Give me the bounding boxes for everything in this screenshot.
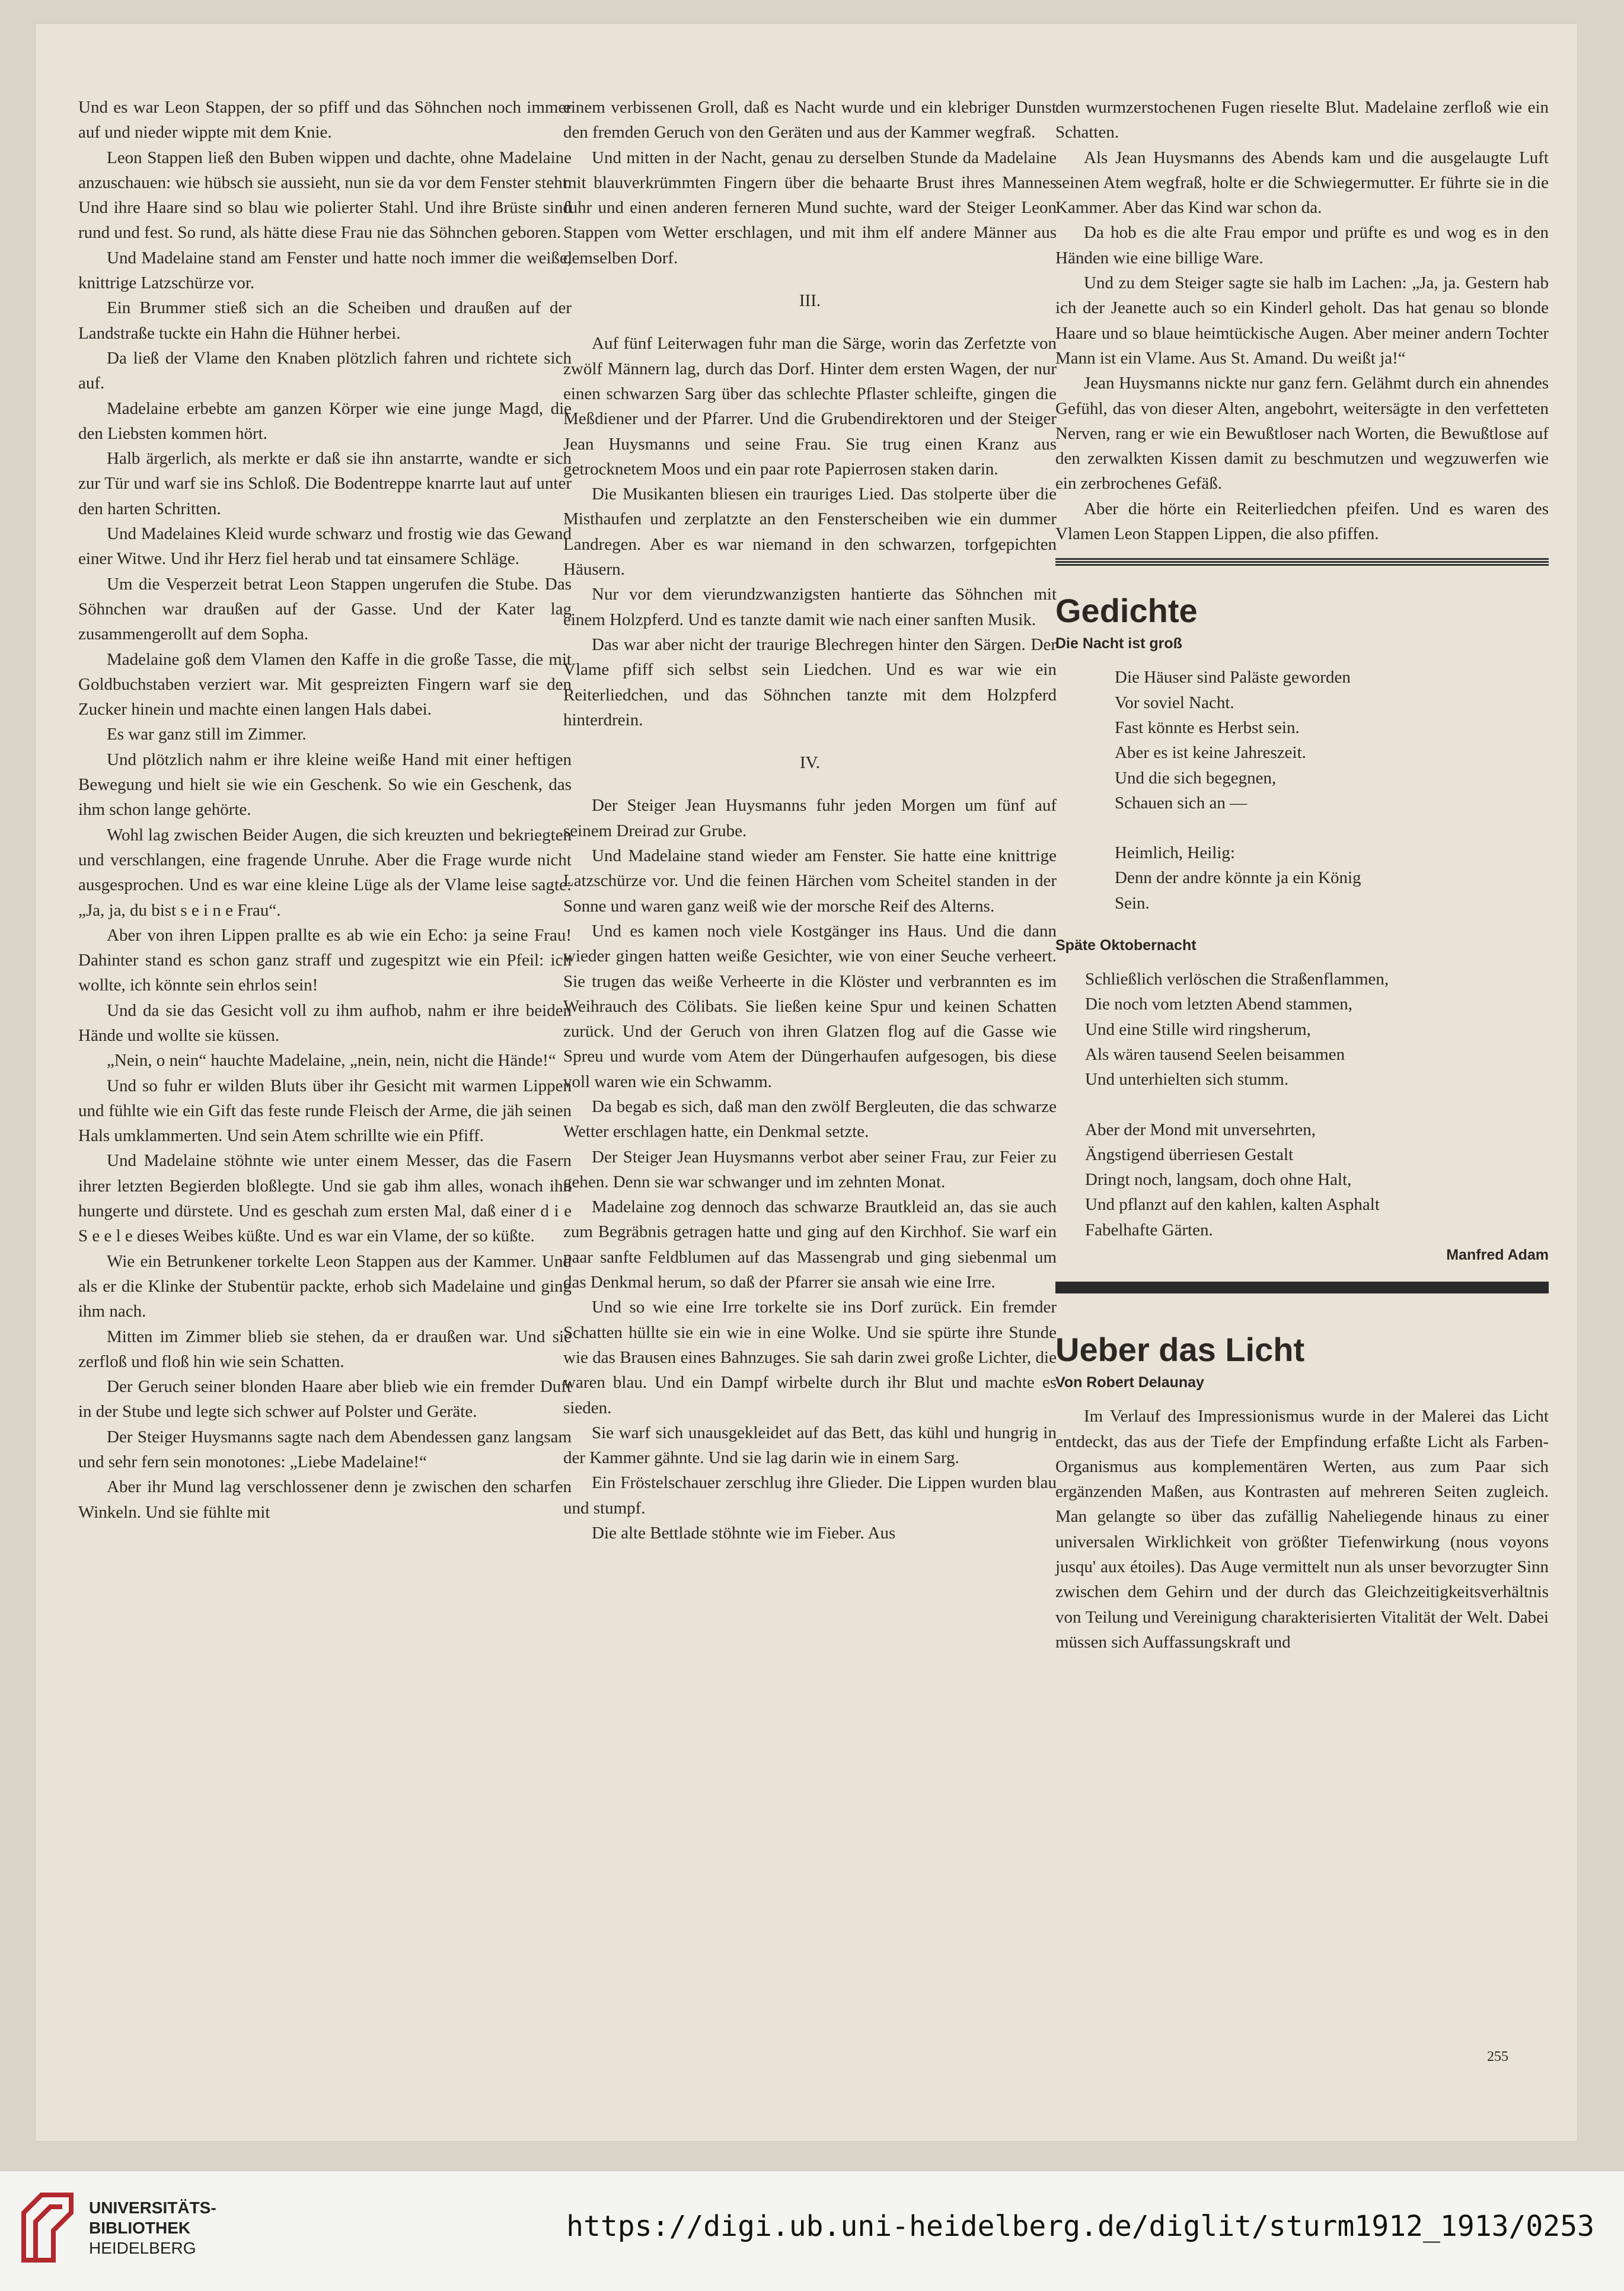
paragraph: Mitten im Zimmer blieb sie stehen, da er draußen war. Und sie zerfloß und floß hin wie sein Schatten. — [78, 1327, 572, 1371]
paragraph: Sie warf sich unausgekleidet auf das Bett, das kühl und hungrig in der Kammer gähnte. Und sie lag darin wie in einem Sarg. — [563, 1423, 1057, 1468]
poem-line: Und unterhielten sich stumm. — [1085, 1070, 1289, 1089]
paragraph: Madelaine erbebte am ganzen Körper wie eine junge Magd, die den Liebsten kommen hört. — [78, 399, 572, 443]
poem-line: Sein. — [1115, 893, 1150, 913]
poem-title: Die Nacht ist groß — [1055, 635, 1182, 652]
poem-line: Ängstigend überriesen Gestalt — [1085, 1145, 1294, 1164]
paragraph: Und zu dem Steiger sagte sie halb im Lachen: „Ja, ja. Gestern hab ich der Jeanette auch so ein Kinderl geholt. Das hat genau so blonde Haare und so blaue heimtückische Augen. Aber meiner andern Tochter Mann ist ein Vlame. Aus St. Amand. Du weißt ja!“ — [1055, 273, 1549, 368]
paragraph: einem verbissenen Groll, daß es Nacht wurde und ein klebriger Dunst den fremden Geruch von den Geräten und aus der Kammer wegfraß. — [563, 98, 1057, 142]
paragraph: Da ließ der Vlame den Knaben plötzlich fahren und richtete sich auf. — [78, 348, 572, 393]
paragraph: Und da sie das Gesicht voll zu ihm aufhob, nahm er ihre beiden Hände und wollte sie küssen. — [78, 1000, 572, 1045]
poem-line: Die noch vom letzten Abend stammen, — [1085, 995, 1353, 1014]
paragraph: Wohl lag zwischen Beider Augen, die sich kreuzten und bekriegten und verschlangen, eine fragende Unruhe. Aber die Frage wurde nicht ausgesprochen. Und es war eine kleine Lüge als der Vlame leise sagte: „Ja, ja, du bist s e i n e Frau“. — [78, 825, 572, 920]
paragraph: Und mitten in der Nacht, genau zu derselben Stunde da Madelaine mit blauverkrümmten Fingern über die behaarte Brust ihres Mannes fuhr und einen anderen ferneren Mund suchte, ward der Steiger Leon Stappen vom Wetter erschlagen, und mit ihm elf andere Männer aus demselben Dorf. — [563, 148, 1057, 267]
paragraph: Die alte Bettlade stöhnte wie im Fieber. Aus — [592, 1524, 896, 1543]
paragraph: Aber von ihren Lippen prallte es ab wie ein Echo: ja seine Frau! Dahinter stand es schon ganz straff und zugespitzt wie ein Pfeil: ich wollte, ich könnte sein ehrlos sein! — [78, 925, 572, 995]
paragraph: Madelaine zog dennoch das schwarze Brautkleid an, das sie auch zum Begräbnis getragen hatte und ging auf den Kirchhof. Sie warf ein paar sanfte Feldblumen auf das Massengrab und ging siebenmal um das Denkmal herum, so daß der Pfarrer sie ansah wie eine Irre. — [563, 1197, 1057, 1292]
text-column-2 — [563, 95, 1057, 1546]
poems-heading: Gedichte — [1055, 592, 1198, 630]
poem-line: Fabelhafte Gärten. — [1085, 1220, 1213, 1240]
viewer-footer — [0, 2171, 1624, 2291]
page-number: 255 — [1487, 2049, 1508, 2064]
journal-page — [36, 24, 1577, 2141]
poem-line: Aber es ist keine Jahreszeit. — [1115, 743, 1306, 763]
section-number: IV. — [799, 753, 821, 773]
paragraph: Auf fünf Leiterwagen fuhr man die Särge, worin das Zerfetzte von zwölf Männern lag, durch das Dorf. Hinter dem ersten Wagen, der nur einen schwarzen Sarg über das schlechte Pflaster schleifte, gingen die Meßdiener und der Pfarrer. Und die Grubendirektoren und der Steiger Jean Huysmanns und seine Frau. Sie trug einen Kranz aus getrocknetem Moos und ein paar rote Papierrosen staken darin. — [563, 334, 1057, 479]
source-url-link[interactable]: https://digi.ub.uni-heidelberg.de/diglit/sturm1912_1913/0253 — [566, 2210, 1594, 2243]
paragraph: Und es kamen noch viele Kostgänger ins Haus. Und die dann wieder gingen hatten weiße Gesichter, wie von einer Seuche verheert. Sie trugen das weiße Verheerte in die Klöster und verbrannten es im Weihrauch des Cölibats. Sie ließen keine Spur und keinen Schatten zurück. Und der Geruch von ihren Glatzen flog auf die Gasse wie Spreu und wurde vom Atem der Düngerhaufen aufgesogen, bis diese voll waren wie ein Schwamm. — [563, 921, 1057, 1091]
paragraph: den wurmzerstochenen Fugen rieselte Blut. Madelaine zerfloß wie ein Schatten. — [1055, 98, 1549, 142]
poem-1 — [1055, 665, 1549, 916]
paragraph: Aber die hörte ein Reiterliedchen pfeifen. Und es waren des Vlamen Leon Stappen Lippen, die also pfiffen. — [1055, 499, 1549, 544]
poem-author: Manfred Adam — [1446, 1246, 1549, 1263]
paragraph: Und es war Leon Stappen, der so pfiff und das Söhnchen noch immer auf und nieder wippte mit dem Knie. — [78, 98, 572, 142]
paragraph: Und so fuhr er wilden Bluts über ihr Gesicht mit warmen Lippen und fühlte wie ein Gift das feste runde Fleisch der Arme, die jäh seinen Hals umklammerten. Und sein Atem schrillte wie ein Pfiff. — [78, 1076, 572, 1146]
paragraph: Halb ärgerlich, als merkte er daß sie ihn anstarrte, wandte er sich zur Tür und warf sie ins Schloß. Die Bodentreppe knarrte laut auf unter den harten Schritten. — [78, 449, 572, 518]
poem-line: Und eine Stille wird ringsherum, — [1085, 1019, 1311, 1039]
text-column-1 — [78, 95, 572, 1525]
poem-line: Aber der Mond mit unversehrten, — [1085, 1120, 1316, 1139]
paragraph: Und Madelaines Kleid wurde schwarz und frostig wie das Gewand einer Witwe. Und ihr Herz fiel herab und tat einsamere Schläge. — [78, 524, 572, 569]
library-logo-icon[interactable] — [18, 2189, 77, 2266]
paragraph: Ein Fröstelschauer zerschlug ihre Glieder. Die Lippen wurden blau und stumpf. — [563, 1473, 1057, 1518]
poem-line: Schauen sich an — — [1115, 793, 1247, 812]
poem-line: Heimlich, Heilig: — [1115, 843, 1235, 863]
paragraph: Der Steiger Huysmanns sagte nach dem Abendessen ganz langsam und sehr fern sein monotones: „Liebe Madelaine!“ — [78, 1427, 572, 1472]
poem-line: Fast könnte es Herbst sein. — [1115, 718, 1300, 737]
paragraph: Und Madelaine stöhnte wie unter einem Messer, das die Fasern ihrer letzten Begierden bloßlegte. Und sie gab ihm alles, wonach ihn hungerte und dürstete. Und es geschah zum ersten Mal, daß einer d i e S e e l e dieses Weibes küßte. Und es war ein Vlame, der so küßte. — [78, 1151, 572, 1246]
paragraph: Der Geruch seiner blonden Haare aber blieb wie ein fremder Duft in der Stube und legte sich schwer auf Polster und Geräte. — [78, 1377, 572, 1422]
poem-line: Dringt noch, langsam, doch ohne Halt, — [1085, 1170, 1352, 1190]
paragraph: Und Madelaine stand wieder am Fenster. Sie hatte eine knittrige Latzschürze vor. Und die feinen Härchen vom Scheitel standen in der Sonne und waren ganz weiß wie der morsche Reif des Alterns. — [563, 846, 1057, 916]
poem-line: Schließlich verlöschen die Straßenflammen, — [1085, 970, 1389, 989]
paragraph: Und Madelaine stand am Fenster und hatte noch immer die weiße, knittrige Latzschürze vor. — [78, 248, 572, 293]
library-name: UNIVERSITÄTS- BIBLIOTHEK HEIDELBERG — [89, 2198, 216, 2257]
paragraph: Nur vor dem vierundzwanzigsten hantierte das Söhnchen mit einem Holzpferd. Und es tanzte damit wie nach einer sanften Musik. — [563, 585, 1057, 629]
paragraph: Der Steiger Jean Huysmanns fuhr jeden Morgen um fünf auf seinem Dreirad zur Grube. — [563, 796, 1057, 840]
paragraph: Jean Huysmanns nickte nur ganz fern. Gelähmt durch ein ahnendes Gefühl, das von dieser Alten, angebohrt, weitersägte in den verfetteten Nerven, rang er wie ein Bewußtloser nach Worten, die Bewußtlose auf den zerwalkten Kissen damit zu beschmutzen und wegzuwerfen wie ein zerbrochenes Gefäß. — [1055, 374, 1549, 493]
poem-line: Vor soviel Nacht. — [1115, 693, 1234, 712]
paragraph: Da begab es sich, daß man den zwölf Bergleuten, die das schwarze Wetter erschlagen hatte, ein Denkmal setzte. — [563, 1097, 1057, 1142]
paragraph: Aber ihr Mund lag verschlossener denn je zwischen den scharfen Winkeln. Und sie fühlte mit — [78, 1477, 572, 1522]
text-column-3 — [1055, 95, 1549, 1655]
paragraph: Wie ein Betrunkener torkelte Leon Stappen aus der Kammer. Und als er die Klinke der Stubentür packte, erhob sich Madelaine und ging ihm nach. — [78, 1251, 572, 1321]
section-number: III. — [799, 291, 821, 311]
poem-line: Und pflanzt auf den kahlen, kalten Asphalt — [1085, 1195, 1380, 1215]
paragraph: Es war ganz still im Zimmer. — [107, 725, 307, 744]
section-divider — [1055, 1282, 1549, 1293]
paragraph: Die Musikanten bliesen ein trauriges Lied. Das stolperte über die Misthaufen und zerplatzte an den Fensterscheiben wie ein dummer Landregen. Aber es war niemand in den schwarzen, torfgepichten Häusern. — [563, 485, 1057, 579]
paragraph: Da hob es die alte Frau empor und prüfte es und wog es in den Händen wie eine billige Ware. — [1055, 223, 1549, 267]
paragraph: „Nein, o nein“ hauchte Madelaine, „nein, nein, nicht die Hände!“ — [107, 1051, 556, 1070]
poem-line: Als wären tausend Seelen beisammen — [1085, 1044, 1345, 1064]
paragraph: Der Steiger Jean Huysmanns verbot aber seiner Frau, zur Feier zu gehen. Denn sie war schwanger und im zehnten Monat. — [563, 1147, 1057, 1191]
essay-byline: Von Robert Delaunay — [1055, 1374, 1204, 1391]
poem-2 — [1055, 967, 1549, 1242]
essay-title: Ueber das Licht — [1055, 1331, 1305, 1369]
poem-line: Denn der andre könnte ja ein König — [1115, 868, 1361, 888]
paragraph: Leon Stappen ließ den Buben wippen und dachte, ohne Madelaine anzuschauen: wie hübsch sie aussieht, nun sie da vor dem Fenster steht. Und ihre Haare sind so blau wie polierter Stahl. Und ihre Brüste sind rund und fest. So rund, als hätte diese Frau nie das Söhnchen geboren. — [78, 148, 572, 243]
section-divider — [1055, 558, 1549, 566]
poem-line: Und die sich begegnen, — [1115, 768, 1277, 788]
paragraph: Im Verlauf des Impressionismus wurde in der Malerei das Licht entdeckt, das aus der Tiefe der Empfindung erfaßte Licht als Farben-Organismus aus komplementären Werten, aus zum Paar sich ergänzenden Maßen, aus Kontrasten auf mehreren Seiten zugleich. Man gelangte so über das zufällig Naheliegende hinaus zu einer universalen Wirklichkeit von größter Tiefenwirkung (nous voyons jusqu' aux étoiles). Das Auge vermittelt nun als unser bevorzugter Sinn zwischen dem Gehirn und der durch das Gleichzeitigkeitsverhältnis von Teilung und Vereinigung charakterisierten Vitalität der Welt. Dabei müssen sich Auffassungskraft und — [1055, 1407, 1549, 1652]
paragraph: Das war aber nicht der traurige Blechregen hinter den Särgen. Der Vlame pfiff sich selbst sein Liedchen. Und es war wie ein Reiterliedchen, und das Söhnchen tanzte mit dem Holzpferd hinterdrein. — [563, 635, 1057, 729]
paragraph: Madelaine goß dem Vlamen den Kaffe in die große Tasse, die mit Goldbuchstaben verziert war. Mit gespreizten Fingern warf sie den Zucker hinein und machte einen langen Hals dabei. — [78, 649, 572, 719]
paragraph: Als Jean Huysmanns des Abends kam und die ausgelaugte Luft seinen Atem wegfraß, holte er die Schwiegermutter. Er führte sie in die Kammer. Aber das Kind war schon da. — [1055, 148, 1549, 218]
paragraph: Und plötzlich nahm er ihre kleine weiße Hand mit einer heftigen Bewegung und hielt sie wie ein Geschenk. So wie ein Geschenk, das ihm schon lange gehörte. — [78, 750, 572, 820]
poem-title: Späte Oktobernacht — [1055, 937, 1197, 954]
paragraph: Ein Brummer stieß sich an die Scheiben und draußen auf der Landstraße tuckte ein Hahn die Hühner herbei. — [78, 298, 572, 343]
paragraph: Um die Vesperzeit betrat Leon Stappen ungerufen die Stube. Das Söhnchen war draußen auf der Gasse. Und der Kater lag zusammengerollt auf dem Sopha. — [78, 574, 572, 644]
paragraph: Und so wie eine Irre torkelte sie ins Dorf zurück. Ein fremder Schatten hüllte sie ein wie in eine Wolke. Und sie spürte ihre Stunde wie das Brausen eines Bahnzuges. Sie sah darin zwei große Lichter, die waren blau. Und ein Dampf wirbelte durch ihr Blut und machte es sieden. — [563, 1298, 1057, 1417]
poem-line: Die Häuser sind Paläste geworden — [1115, 668, 1351, 687]
